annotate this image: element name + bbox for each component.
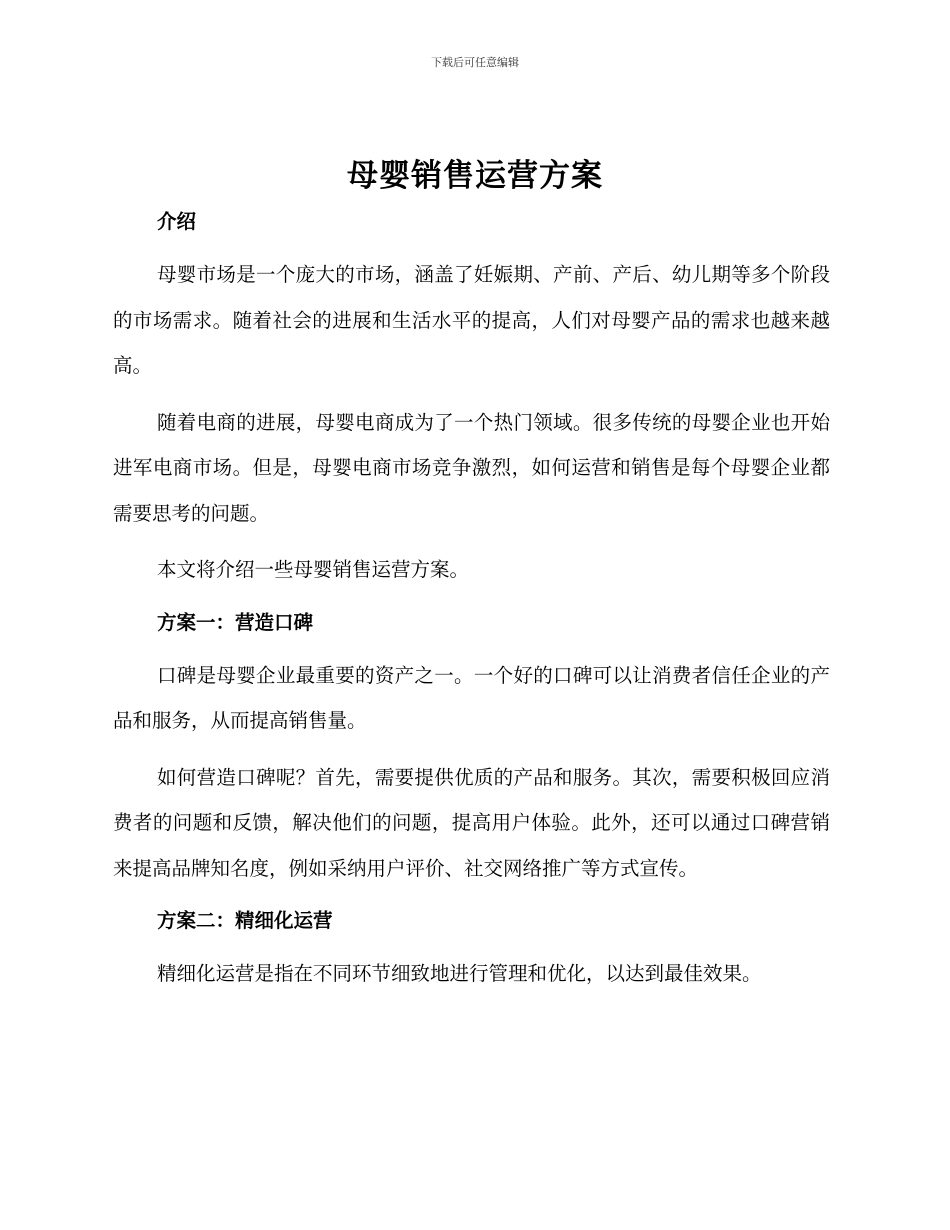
section-plan-two (113, 903, 830, 997)
section-heading: 方案一：营造口碑 (157, 610, 314, 634)
paragraph: 口碑是母婴企业最重要的资产之一。一个好的口碑可以让消费者信任企业的产品和服务，从而提高销售量。 (113, 663, 830, 732)
section-intro (113, 204, 830, 593)
paragraph: 随着电商的进展，母婴电商成为了一个热门领域。很多传统的母婴企业也开始进军电商市场。但是，母婴电商市场竞争激烈，如何运营和销售是每个母婴企业都需要思考的问题。 (113, 410, 830, 525)
document-title: 母婴销售运营方案 (347, 158, 603, 194)
section-heading: 方案二：精细化运营 (157, 909, 333, 932)
paragraph: 如何营造口碑呢？首先，需要提供优质的产品和服务。其次，需要积极回应消费者的问题和反馈，解决他们的问题，提高用户体验。此外，还可以通过口碑营销来提高品牌知名度，例如采纳用户评价、社交网络推广等方式宣传。 (113, 765, 830, 880)
page-header-note: 下载后可任意编辑 (431, 56, 519, 69)
section-heading: 介绍 (157, 210, 197, 233)
paragraph: 精细化运营是指在不同环节细致地进行管理和优化，以达到最佳效果。 (157, 962, 762, 985)
document-body (113, 204, 830, 997)
section-plan-one (113, 605, 830, 892)
paragraph: 母婴市场是一个庞大的市场，涵盖了妊娠期、产前、产后、幼儿期等多个阶段的市场需求。随着社会的进展和生活水平的提高，人们对母婴产品的需求也越来越高。 (113, 263, 830, 377)
paragraph: 本文将介绍一些母婴销售运营方案。 (157, 558, 470, 581)
